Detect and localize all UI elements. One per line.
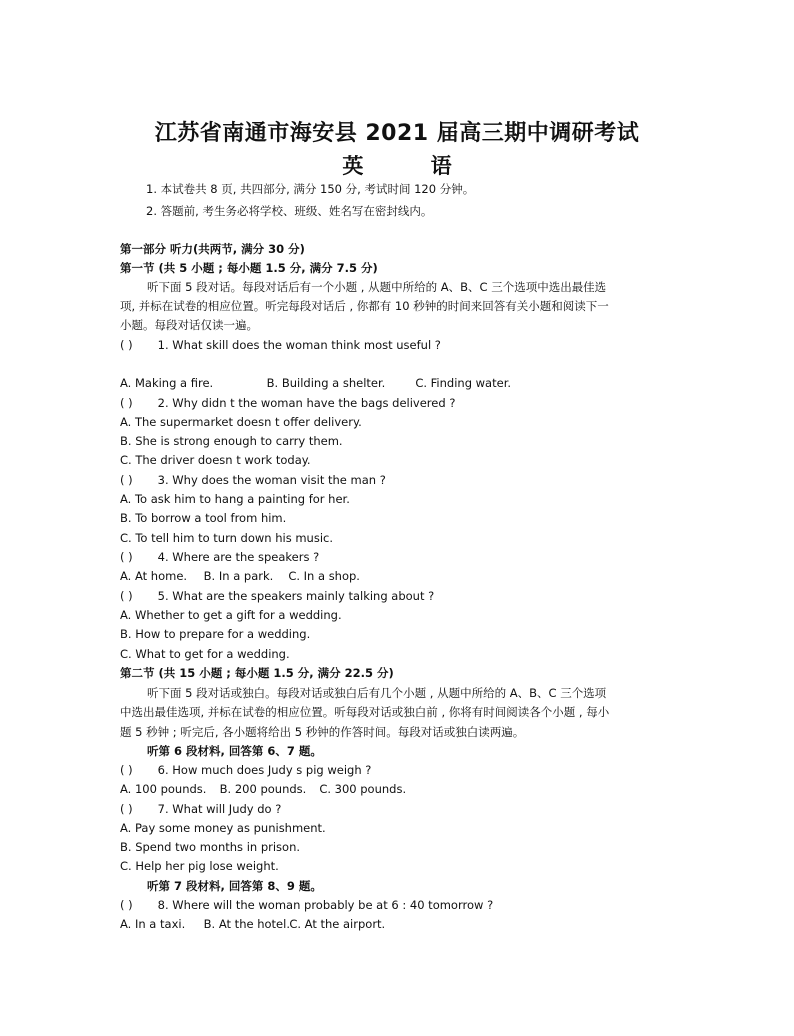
option-b: B. Building a shelter.: [266, 376, 386, 390]
subject-title: 英 语: [342, 154, 482, 178]
section1-heading: 第一节 (共 5 小题 ; 每小题 1.5 分, 满分 7.5 分): [120, 261, 378, 275]
answer-blank[interactable]: ( ): [120, 898, 133, 912]
question-text: 7. What will Judy do ?: [157, 802, 282, 816]
option-c: C. Finding water.: [415, 376, 512, 390]
option-a: A. Whether to get a gift for a wedding.: [120, 608, 342, 622]
option-c: C. At the airport.: [289, 917, 386, 931]
section2-heading: 第二节 (共 15 小题 ; 每小题 1.5 分, 满分 22.5 分): [120, 666, 394, 680]
section1-instruction-2: 项, 并标在试卷的相应位置。听完每段对话后 , 你都有 10 秒钟的时间来回答有关小题和阅读下一: [120, 299, 609, 313]
option-b: B. How to prepare for a wedding.: [120, 627, 311, 641]
option-c: C. In a shop.: [288, 569, 360, 583]
option-a: A. The supermarket doesn t offer delivery.: [120, 415, 362, 429]
exam-title: 江苏省南通市海安县 2021 届高三期中调研考试: [154, 121, 640, 146]
option-a: A. 100 pounds.: [120, 782, 207, 796]
option-c: C. The driver doesn t work today.: [120, 453, 311, 467]
option-b: B. She is strong enough to carry them.: [120, 434, 343, 448]
option-c: C. What to get for a wedding.: [120, 647, 290, 661]
answer-blank[interactable]: ( ): [120, 550, 133, 564]
question-5: [120, 587, 680, 606]
section2-instruction-1: 听下面 5 段对话或独白。每段对话或独白后有几个小题 , 从题中所给的 A、B、C 三个选项: [147, 686, 607, 700]
question-6: [120, 761, 680, 780]
option-b: B. In a park.: [203, 569, 274, 583]
question-text: 6. How much does Judy s pig weigh ?: [157, 763, 372, 777]
answer-blank[interactable]: ( ): [120, 763, 133, 777]
option-c: C. 300 pounds.: [319, 782, 407, 796]
question-text: 1. What skill does the woman think most useful ?: [157, 338, 441, 352]
option-b: B. To borrow a tool from him.: [120, 511, 287, 525]
question-3: [120, 471, 680, 490]
option-a: A. In a taxi.: [120, 917, 186, 931]
answer-blank[interactable]: ( ): [120, 589, 133, 603]
question-1: [120, 336, 680, 355]
option-b: B. Spend two months in prison.: [120, 840, 301, 854]
option-c: C. Help her pig lose weight.: [120, 859, 279, 873]
option-a: A. Pay some money as punishment.: [120, 821, 326, 835]
exam-note-2: 2. 答题前, 考生务必将学校、班级、姓名写在密封线内。: [146, 204, 433, 218]
answer-blank[interactable]: ( ): [120, 802, 133, 816]
option-a: A. To ask him to hang a painting for her.: [120, 492, 350, 506]
section2-instruction-2: 中选出最佳选项, 并标在试卷的相应位置。听每段对话或独白前 , 你将有时间阅读各个小题 , 每小: [120, 705, 610, 719]
option-b: B. 200 pounds.: [219, 782, 307, 796]
question-7: [120, 800, 680, 819]
question-4-options: [120, 567, 680, 586]
exam-note-1: 1. 本试卷共 8 页, 共四部分, 满分 150 分, 考试时间 120 分钟。: [146, 182, 475, 196]
question-2: [120, 394, 680, 413]
material-7-heading: 听第 7 段材料, 回答第 8、9 题。: [147, 879, 322, 893]
question-text: 2. Why didn t the woman have the bags delivered ?: [157, 396, 456, 410]
question-text: 5. What are the speakers mainly talking about ?: [157, 589, 435, 603]
section2-instruction-3: 题 5 秒钟 ; 听完后, 各小题将给出 5 秒钟的作答时间。每段对话或独白读两遍。: [120, 725, 525, 739]
question-text: 3. Why does the woman visit the man ?: [157, 473, 386, 487]
option-b: B. At the hotel.: [203, 917, 290, 931]
question-4: [120, 548, 680, 567]
question-6-options: [120, 780, 680, 799]
answer-blank[interactable]: ( ): [120, 396, 133, 410]
option-c: C. To tell him to turn down his music.: [120, 531, 334, 545]
answer-blank[interactable]: ( ): [120, 473, 133, 487]
question-1-options: [120, 374, 680, 393]
section1-instruction-3: 小题。每段对话仅读一遍。: [120, 318, 258, 332]
option-a: A. At home.: [120, 569, 188, 583]
question-text: 4. Where are the speakers ?: [157, 550, 320, 564]
answer-blank[interactable]: ( ): [120, 338, 133, 352]
part1-heading: 第一部分 听力(共两节, 满分 30 分): [120, 242, 305, 256]
material-6-heading: 听第 6 段材料, 回答第 6、7 题。: [147, 744, 322, 758]
question-text: 8. Where will the woman probably be at 6 : 40 tomorrow ?: [157, 898, 494, 912]
section1-instruction-1: 听下面 5 段对话。每段对话后有一个小题 , 从题中所给的 A、B、C 三个选项中选出最佳选: [147, 280, 607, 294]
option-a: A. Making a fire.: [120, 376, 214, 390]
question-8-options: [120, 915, 680, 934]
question-8: [120, 896, 680, 915]
